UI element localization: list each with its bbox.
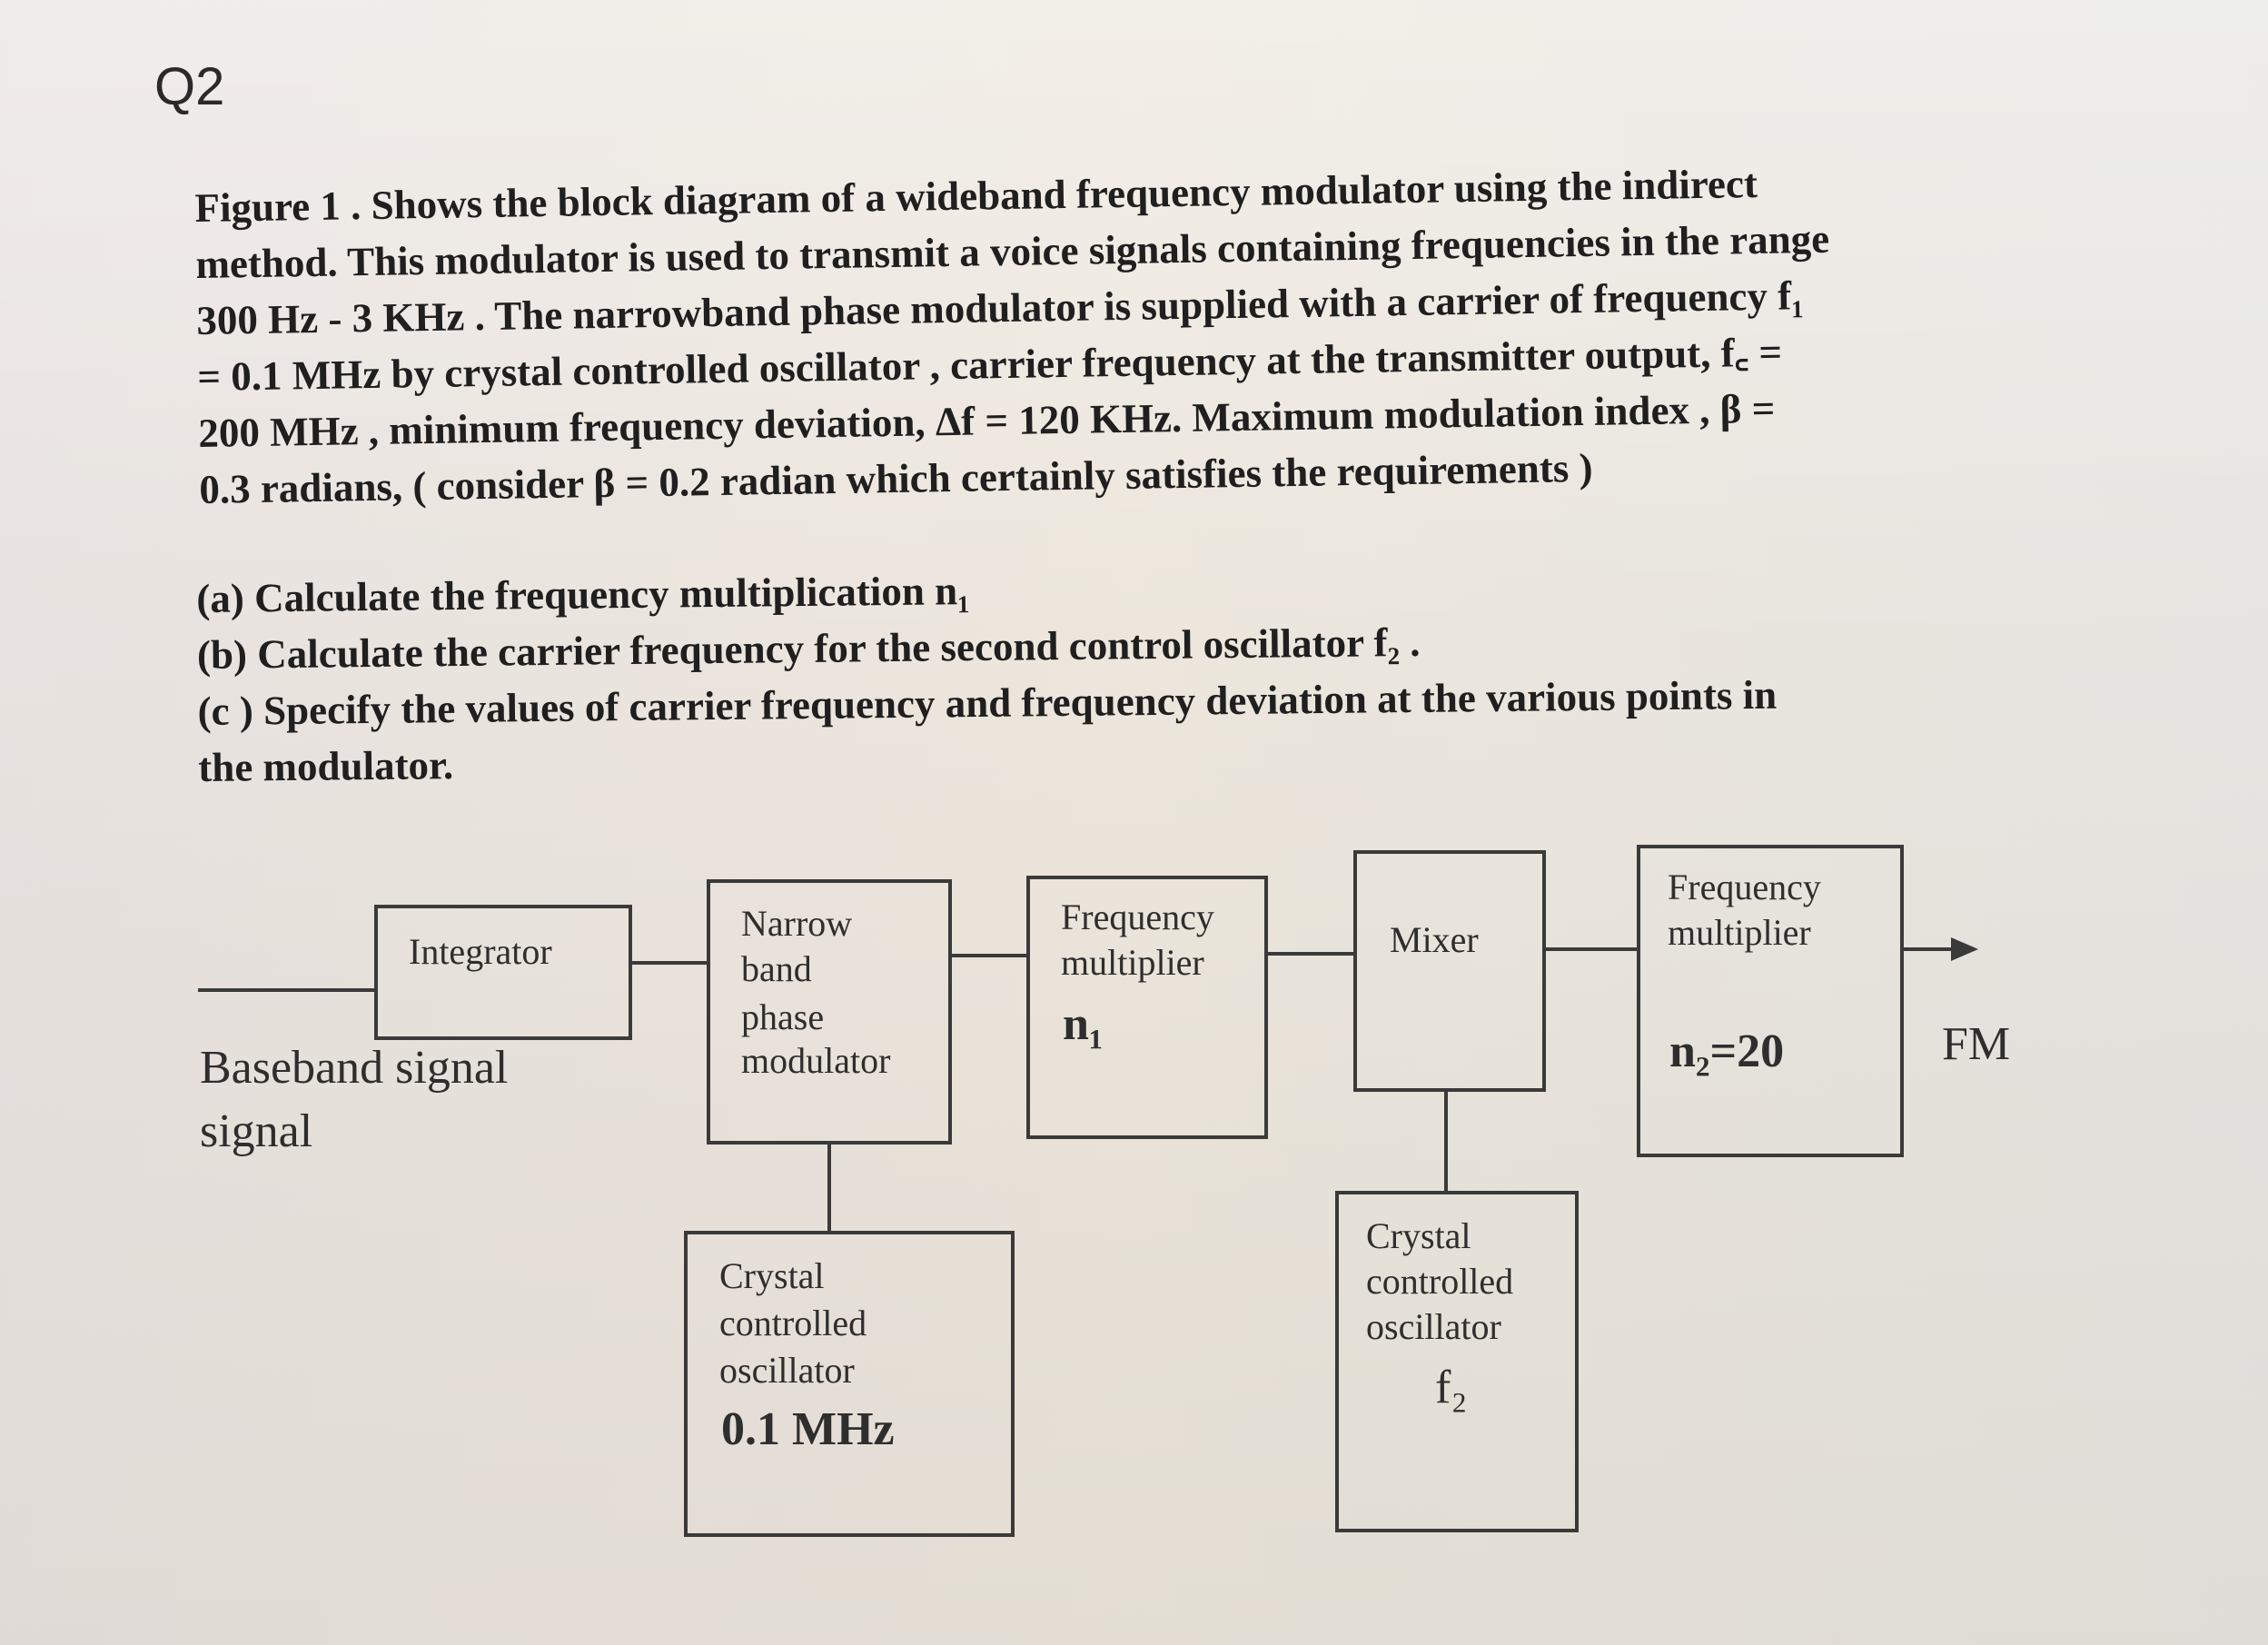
phase-modulator-label-line-2: band — [741, 948, 812, 989]
oscillator-1-label-line-1: Crystal — [719, 1255, 825, 1296]
mixer-box — [1355, 852, 1544, 1090]
statement-line: 200 MHz , minimum frequency deviation, Δf = 120 KHz. Maximum modulation index , β = — [197, 385, 1776, 456]
phase-modulator-label-line-4: modulator — [741, 1040, 891, 1081]
question-label: Q2 — [154, 57, 225, 116]
statement-line: = 0.1 MHz by crystal controlled oscillator , carrier frequency at the transmitter output, f꜀ = — [197, 329, 1783, 400]
multiplier-2-factor: n₂=20 — [1669, 1026, 1785, 1077]
statement-line: method. This modulator is used to transmit a voice signals containing frequencies in the range — [195, 215, 1830, 287]
statement-line: 0.3 radians, ( consider β = 0.2 radian which certainly satisfies the requirements ) — [198, 444, 1593, 512]
baseband-signal-label: Baseband signal — [200, 1042, 509, 1094]
part-a: (a) Calculate the frequency multiplication n₁ — [196, 568, 970, 621]
multiplier-2-label-line-2: multiplier — [1668, 912, 1811, 953]
oscillator-2-frequency: f₂ — [1435, 1362, 1468, 1413]
statement-line: Figure 1 . Shows the block diagram of a wideband frequency modulator using the indirect — [194, 160, 1758, 231]
fm-output-arrow — [1951, 937, 1978, 961]
part-b: (b) Calculate the carrier frequency for the second control oscillator f₂ . — [196, 619, 1421, 678]
oscillator-1-label-line-2: controlled — [719, 1303, 867, 1343]
multiplier-1-label-line-2: multiplier — [1061, 942, 1204, 983]
statement-line: 300 Hz - 3 KHz . The narrowband phase modulator is supplied with a carrier of frequency f₁ — [196, 273, 1805, 343]
signal-label: signal — [200, 1105, 313, 1157]
multiplier-2-label-line-1: Frequency — [1668, 867, 1821, 907]
phase-modulator-label-line-1: Narrow — [741, 903, 853, 944]
phase-modulator-label-line-3: phase — [741, 996, 825, 1037]
integrator-label: Integrator — [409, 931, 552, 972]
part-c: (c ) Specify the values of carrier frequency and frequency deviation at the various points in — [197, 671, 1778, 734]
oscillator-2-label-line-3: oscillator — [1366, 1306, 1501, 1347]
multiplier-1-factor: n₁ — [1063, 998, 1104, 1050]
mixer-label: Mixer — [1390, 919, 1479, 960]
fm-output-label: FM — [1942, 1018, 2011, 1070]
oscillator-2-label-line-2: controlled — [1366, 1261, 1514, 1302]
part-c-continued: the modulator. — [198, 742, 454, 790]
oscillator-1-frequency: 0.1 MHz — [721, 1403, 895, 1455]
oscillator-1-label-line-3: oscillator — [719, 1350, 855, 1391]
oscillator-2-label-line-1: Crystal — [1366, 1215, 1471, 1256]
multiplier-1-label-line-1: Frequency — [1061, 897, 1214, 937]
